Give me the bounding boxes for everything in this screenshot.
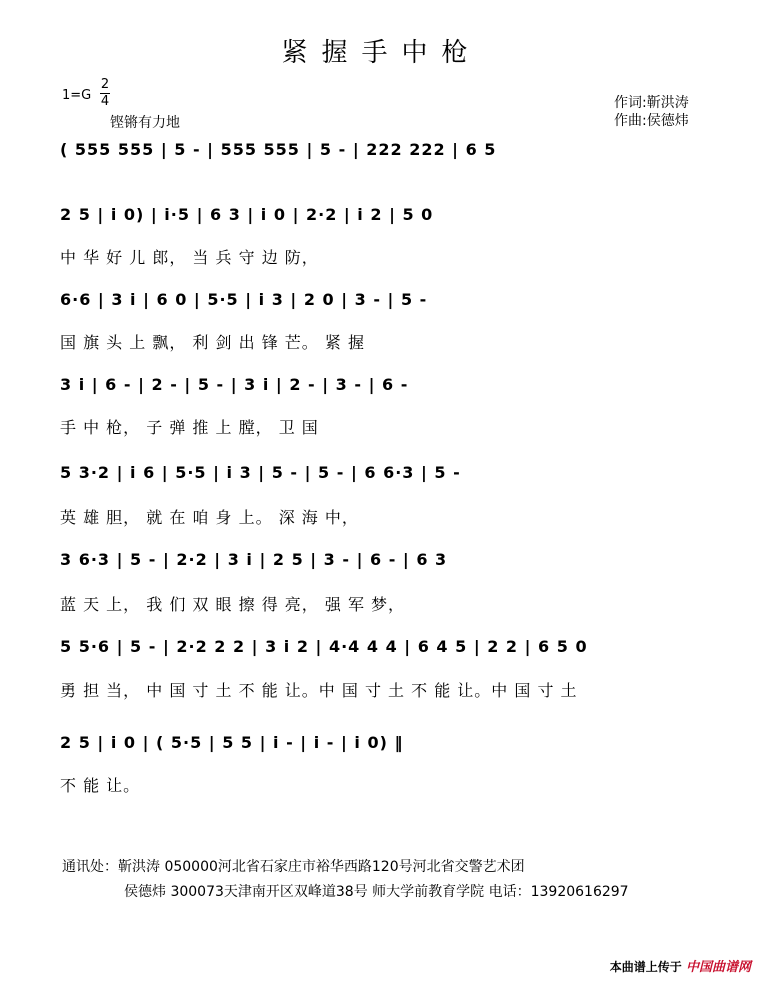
score-row-3: 6·6 | 3 i | 6 0 | 5·5 | i 3 | 2 0 | 3 - | 5 -	[60, 290, 428, 309]
upload-footer	[610, 956, 751, 975]
key-signature: 1=G	[62, 88, 92, 103]
lyric-row-5: 英 雄 胆， 就 在 咱 身 上。 深 海 中，	[60, 508, 359, 527]
score-row-4: 3 i | 6 - | 2 - | 5 - | 3 i | 2 - | 3 - | 6 -	[60, 375, 409, 394]
lyricist-credit: 作词:靳洪涛	[614, 95, 689, 111]
time-signature	[100, 78, 110, 109]
lyric-row-7: 勇 担 当， 中 国 寸 土 不 能 让。中 国 寸 土 不 能 让。中 国 寸 土	[60, 681, 578, 700]
song-title: 紧握手中枪	[281, 38, 482, 68]
lyric-row-3: 国 旗 头 上 飘， 利 剑 出 锋 芒。 紧 握	[60, 333, 365, 352]
time-signature-bottom: 4	[100, 94, 110, 109]
lyric-row-8: 不 能 让。	[60, 776, 141, 795]
lyric-row-2: 中 华 好 儿 郎， 当 兵 守 边 防，	[60, 248, 319, 267]
contact-line-2: 侯德炜 300073天津南开区双峰道38号 师大学前教育学院 电话：13920616297	[124, 884, 629, 900]
score-row-7: 5 5·6 | 5 - | 2·2 2 2 | 3 i 2 | 4·4 4 4 | 6 4 5 | 2 2 | 6 5 0	[60, 637, 588, 656]
upload-note: 本曲谱上传于	[609, 960, 682, 974]
score-row-6: 3 6·3 | 5 - | 2·2 | 3 i | 2 5 | 3 - | 6 - | 6 3	[60, 550, 448, 569]
lyric-row-4: 手 中 枪， 子 弹 推 上 膛， 卫 国	[60, 418, 319, 437]
score-row-1: ( 555 555 | 5 - | 555 555 | 5 - | 222 222 | 6 5	[60, 140, 497, 159]
composer-credit: 作曲:侯德炜	[614, 113, 689, 129]
lyric-row-6: 蓝 天 上， 我 们 双 眼 擦 得 亮， 强 军 梦，	[60, 595, 406, 614]
time-signature-top: 2	[100, 77, 110, 92]
site-brand[interactable]: 中国曲谱网	[685, 960, 751, 975]
tempo-marking: 铿锵有力地	[110, 115, 180, 131]
contact-line-1: 通讯处：靳洪涛 050000河北省石家庄市裕华西路120号河北省交警艺术团	[62, 859, 525, 875]
score-row-8: 2 5 | i 0 | ( 5·5 | 5 5 | i - | i - | i 0) ‖	[60, 733, 404, 752]
score-row-2: 2 5 | i 0) | i·5 | 6 3 | i 0 | 2·2 | i 2 | 5 0	[60, 205, 434, 224]
score-row-5: 5 3·2 | i 6 | 5·5 | i 3 | 5 - | 5 - | 6 6·3 | 5 -	[60, 463, 461, 482]
